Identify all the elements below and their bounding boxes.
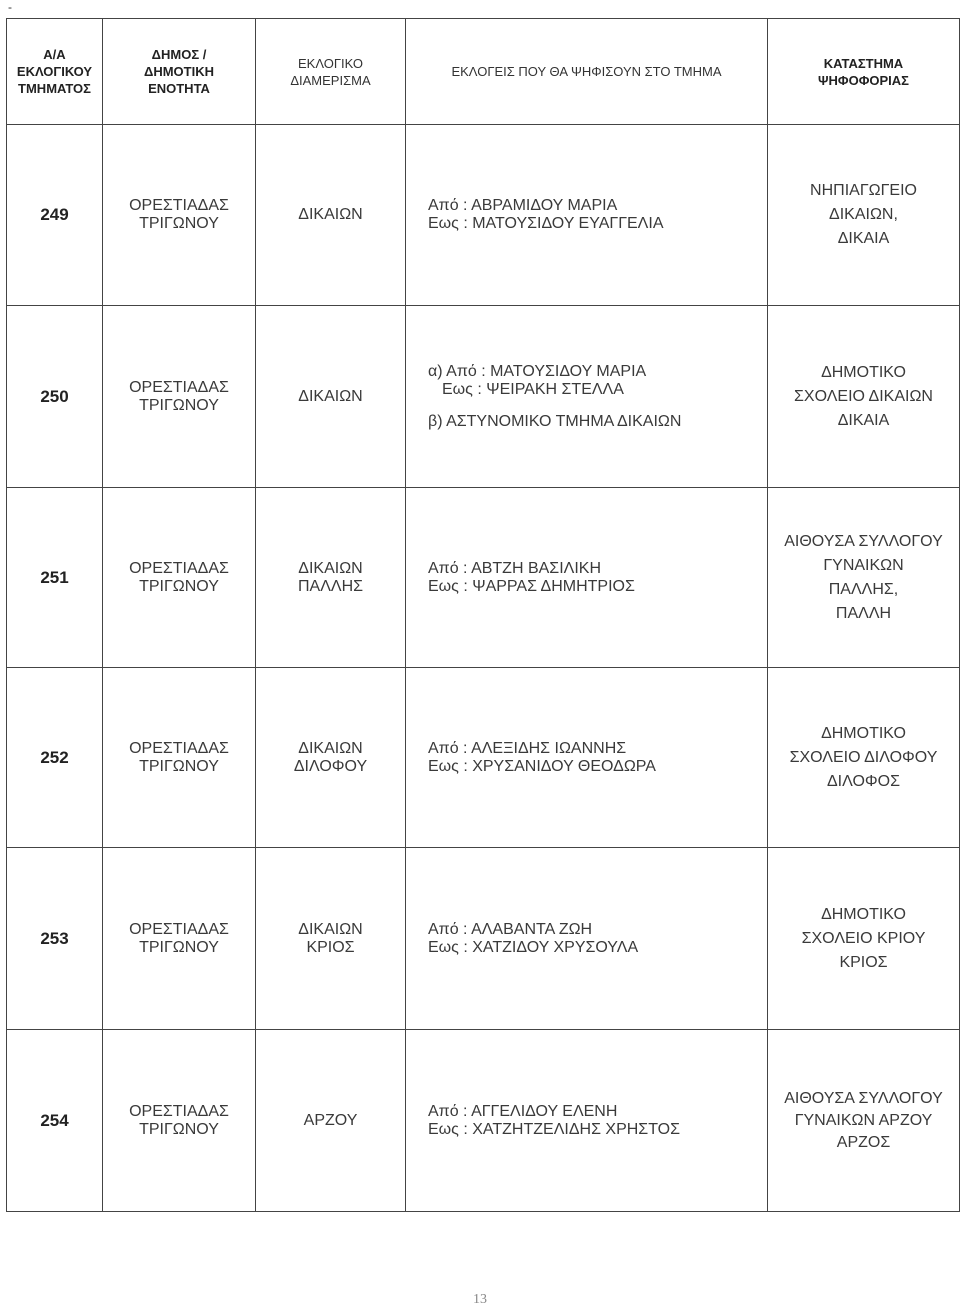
cell-text: ΟΡΕΣΤΙΑΔΑΣ (129, 920, 229, 938)
cell-text: ΔΙΛΟΦΟΥ (293, 757, 368, 775)
header-text: ΨΗΦΟΦΟΡΙΑΣ (818, 72, 909, 88)
cell-text: ΔΙΚΑΙΩΝ (298, 387, 363, 405)
cell-text: ΤΡΙΓΩΝΟΥ (139, 757, 219, 775)
cell-text: α) Από : ΜΑΤΟΥΣΙΔΟΥ ΜΑΡΙΑ (428, 362, 647, 380)
header-text: ΤΜΗΜΑΤΟΣ (18, 81, 91, 96)
cell-text: Εως : ΧΑΤΖΙΔΟΥ ΧΡΥΣΟΥΛΑ (428, 938, 639, 956)
cell-text: ΔΗΜΟΤΙΚΟ (821, 724, 906, 742)
district-cell (256, 1030, 406, 1212)
cell-text: Εως : ΨΑΡΡΑΣ ΔΗΜΗΤΡΙΟΣ (428, 577, 635, 595)
voters-cell (406, 668, 768, 848)
cell-text: Από : ΑΛΑΒΑΝΤΑ ΖΩΗ (428, 920, 593, 938)
voters-cell (406, 488, 768, 668)
cell-text: ΣΧΟΛΕΙΟ ΔΙΚΑΙΩΝ (794, 387, 933, 405)
voters-cell (406, 306, 768, 488)
cell-text: ΔΙΚΑΙΑ (837, 230, 890, 247)
cell-text: ΟΡΕΣΤΙΑΔΑΣ (129, 378, 229, 396)
cell-text: ΣΧΟΛΕΙΟ ΔΙΛΟΦΟΥ (789, 748, 938, 766)
voters-cell (406, 1030, 768, 1212)
polling-stations-table (6, 18, 960, 1212)
header-text: ΚΑΤΑΣΤΗΜΑ (823, 55, 904, 71)
cell-text: Από : ΑΒΤΖΗ ΒΑΣΙΛΙΚΗ (428, 559, 601, 577)
cell-text: ΤΡΙΓΩΝΟΥ (139, 396, 219, 414)
district-cell (256, 488, 406, 668)
cell-text: Εως : ΧΑΤΖΗΤΖΕΛΙΔΗΣ ΧΡΗΣΤΟΣ (428, 1120, 681, 1138)
cell-text: ΚΡΙΟΣ (306, 938, 355, 956)
cell-text: ΑΡΖΟΥ (303, 1111, 358, 1129)
cell-text: ΤΡΙΓΩΝΟΥ (139, 577, 219, 595)
polling-stations-table-wrap (6, 18, 959, 1212)
district-cell (256, 125, 406, 306)
cell-text: ΠΑΛΛΗΣ (297, 577, 364, 595)
cell-text: ΑΙΘΟΥΣΑ ΣΥΛΛΟΓΟΥ (784, 532, 943, 550)
cell-text: ΣΧΟΛΕΙΟ ΚΡΙΟΥ (801, 929, 926, 947)
municipality-cell (103, 488, 256, 668)
municipality-cell (103, 1030, 256, 1212)
cell-text: ΠΑΛΛΗΣ, (828, 580, 899, 598)
table-row (7, 848, 960, 1030)
station-cell (768, 848, 960, 1030)
cell-text: ΤΡΙΓΩΝΟΥ (139, 1120, 219, 1138)
cell-text: ΓΥΝΑΙΚΩΝ (823, 556, 904, 574)
cell-text: ΤΡΙΓΩΝΟΥ (139, 938, 219, 956)
header-text: ΕΚΛΟΓΕΙΣ ΠΟΥ ΘΑ ΨΗΦΙΣΟΥΝ ΣΤΟ ΤΜΗΜΑ (451, 64, 722, 79)
cell-text: β) ΑΣΤΥΝΟΜΙΚΟ ΤΜΗΜΑ ΔΙΚΑΙΩΝ (428, 412, 682, 430)
table-header-row (7, 19, 960, 125)
header-municipality (103, 19, 256, 125)
section-number: 249 (7, 125, 103, 306)
district-cell (256, 306, 406, 488)
cell-text: Από : ΑΒΡΑΜΙΔΟΥ ΜΑΡΙΑ (428, 197, 618, 214)
table-row (7, 306, 960, 488)
station-cell (768, 125, 960, 306)
municipality-cell (103, 125, 256, 306)
header-text: ΔΗΜΟΤΙΚΗ (143, 64, 214, 79)
table-row (7, 668, 960, 848)
cell-text: ΑΡΖΟΣ (836, 1133, 891, 1151)
station-cell (768, 668, 960, 848)
section-number: 252 (7, 668, 103, 848)
cell-text: ΔΗΜΟΤΙΚΟ (821, 363, 906, 381)
municipality-cell (103, 848, 256, 1030)
cell-text: ΑΙΘΟΥΣΑ ΣΥΛΛΟΓΟΥ (784, 1089, 943, 1107)
cell-text: ΔΙΚΑΙΩΝ (298, 206, 363, 223)
cell-text: ΔΙΚΑΙΑ (837, 411, 890, 429)
table-row (7, 488, 960, 668)
cell-text: ΚΡΙΟΣ (839, 953, 888, 971)
district-cell (256, 668, 406, 848)
cell-text: ΟΡΕΣΤΙΑΔΑΣ (129, 197, 229, 214)
cell-text: Από : ΑΛΕΞΙΔΗΣ ΙΩΑΝΝΗΣ (428, 739, 627, 757)
header-text: ΕΚΛΟΓΙΚΟΥ (16, 64, 93, 79)
section-number: 251 (7, 488, 103, 668)
voters-cell (406, 848, 768, 1030)
cell-text: ΠΑΛΛΗ (835, 604, 892, 622)
cell-text: ΔΙΚΑΙΩΝ (298, 739, 363, 757)
cell-text: ΔΙΚΑΙΩΝ, (829, 206, 898, 223)
station-cell (768, 488, 960, 668)
header-text: ΕΝΟΤΗΤΑ (148, 81, 210, 96)
page-number: 13 (473, 1292, 487, 1307)
cell-text: Από : ΑΓΓΕΛΙΔΟΥ ΕΛΕΝΗ (428, 1102, 618, 1120)
table-row (7, 125, 960, 306)
cell-text: ΔΙΛΟΦΟΣ (826, 772, 901, 790)
cell-text: Εως : ΜΑΤΟΥΣΙΔΟΥ ΕΥΑΓΓΕΛΙΑ (428, 215, 664, 232)
section-number: 250 (7, 306, 103, 488)
station-cell (768, 1030, 960, 1212)
cell-text: ΟΡΕΣΤΙΑΔΑΣ (129, 559, 229, 577)
municipality-cell (103, 668, 256, 848)
cell-text: Εως : ΧΡΥΣΑΝΙΔΟΥ ΘΕΟΔΩΡΑ (428, 757, 656, 775)
station-cell (768, 306, 960, 488)
cell-text: ΔΙΚΑΙΩΝ (298, 920, 363, 938)
municipality-cell (103, 306, 256, 488)
cell-text: ΤΡΙΓΩΝΟΥ (139, 215, 219, 232)
corner-mark: - (8, 0, 12, 14)
cell-text: ΟΡΕΣΤΙΑΔΑΣ (129, 739, 229, 757)
header-polling-station (768, 19, 960, 125)
spacer (428, 399, 767, 413)
voters-cell (406, 125, 768, 306)
header-electoral-district (256, 19, 406, 125)
cell-text: ΔΙΚΑΙΩΝ (298, 559, 363, 577)
cell-text: ΔΗΜΟΤΙΚΟ (821, 905, 906, 923)
header-text: ΔΙΑΜΕΡΙΣΜΑ (290, 72, 371, 88)
header-section-number (7, 19, 103, 125)
cell-text: ΓΥΝΑΙΚΩΝ ΑΡΖΟΥ (794, 1111, 933, 1129)
cell-text: ΟΡΕΣΤΙΑΔΑΣ (129, 1102, 229, 1120)
table-row (7, 1030, 960, 1212)
header-text: Α/Α (43, 47, 66, 62)
header-text: ΕΚΛΟΓΙΚΟ (297, 55, 364, 71)
header-text: ΔΗΜΟΣ / (151, 47, 207, 62)
cell-text: Εως : ΨΕΙΡΑΚΗ ΣΤΕΛΛΑ (442, 380, 624, 398)
district-cell (256, 848, 406, 1030)
section-number: 254 (7, 1030, 103, 1212)
section-number: 253 (7, 848, 103, 1030)
header-voters (406, 19, 768, 125)
cell-text: ΝΗΠΙΑΓΩΓΕΙΟ (810, 182, 917, 199)
